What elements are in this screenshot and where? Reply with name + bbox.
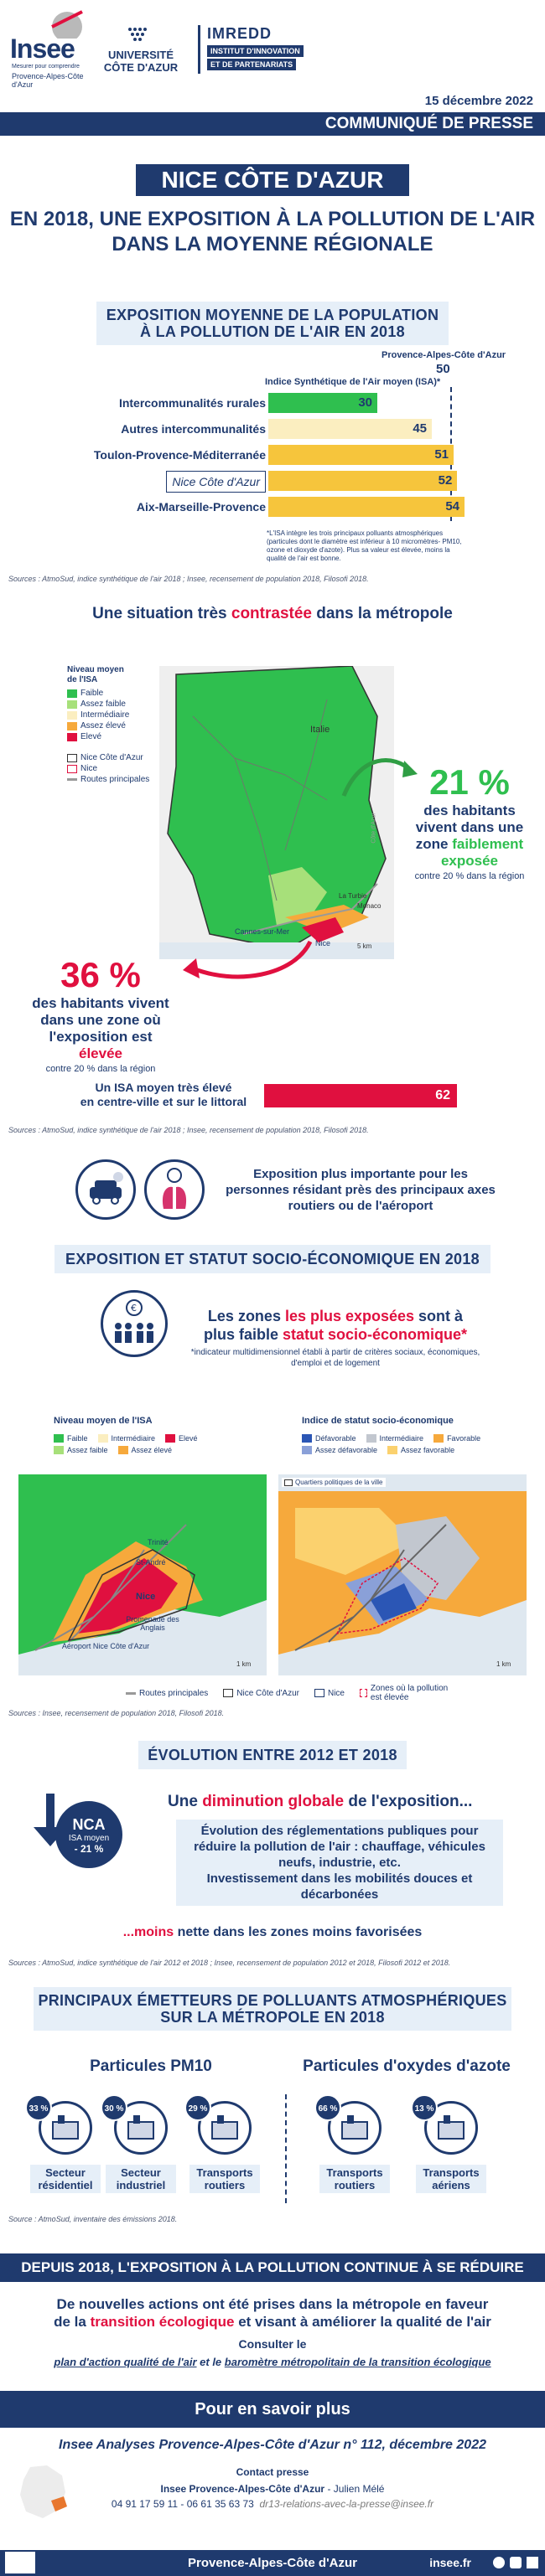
uca-name: UNIVERSITÉ CÔTE D'AZUR (103, 49, 179, 74)
emitter-label (319, 2165, 390, 2193)
legend-item (165, 1434, 198, 1443)
emitter-item (101, 2094, 181, 2203)
isa-center-bar (264, 1084, 457, 1107)
emitter-label-l2: industriel (116, 2179, 166, 2191)
map1-label-trinite: Trinité (148, 1538, 169, 1546)
map-label-cannes: Cannes-sur-Mer (235, 927, 290, 936)
footer-region: Provence-Alpes-Côte d'Azur (188, 2556, 357, 2570)
section2-title-pre: Une situation très (92, 605, 231, 622)
map2-scale: 1 km (496, 1660, 511, 1668)
section3-lead: Les zones les plus exposées sont à plus faible statut socio-économique* *indicateur multidimensionnel établi à partir de critères sociaux, économiques, d'emploi et de logement (190, 1308, 480, 1368)
map2[interactable] (278, 1474, 527, 1675)
map1-legend (54, 1433, 238, 1456)
emitter-label (30, 2165, 101, 2193)
bar-label: Aix-Marseille-Provence (136, 500, 266, 514)
header (0, 0, 545, 108)
section3-title: EXPOSITION ET STATUT SOCIO-ÉCONOMIQUE EN 2018 (54, 1245, 490, 1273)
map1[interactable] (18, 1474, 267, 1675)
bar-row (0, 416, 545, 441)
ref-value: 50 (436, 362, 450, 376)
legend-swatch (54, 1434, 64, 1443)
legend-outline-nice: Nice (67, 764, 159, 773)
stat-left (8, 955, 193, 1074)
section1-title-l2: À LA POLLUTION DE L'AIR EN 2018 (140, 323, 405, 340)
stat-right-l5: contre 20 % dans la région (414, 871, 525, 881)
bar-value: 30 (358, 395, 372, 410)
legend-swatch (67, 711, 77, 720)
section6-banner: DEPUIS 2018, L'EXPOSITION À LA POLLUTION CONTINUE À SE RÉDUIRE (0, 2253, 545, 2282)
uca-logo[interactable] (99, 25, 183, 84)
lungs-icon (147, 1162, 202, 1217)
title-place: NICE CÔTE D'AZUR (136, 164, 409, 196)
legend-swatch (67, 722, 77, 730)
emitter-label (416, 2165, 486, 2193)
footer-pub[interactable]: Insee Analyses Provence-Alpes-Côte d'Azur n° 112, décembre 2022 (59, 2438, 486, 2452)
isa-legend-title: Niveau moyen de l'ISA (67, 665, 124, 684)
section3-source: Sources : Insee, recensement de population 2018, Filosofi 2018. (8, 1709, 225, 1717)
stat-right-value: 21 % (429, 762, 510, 802)
isa-center-label: Un ISA moyen très élevé en centre-ville et sur le littoral (80, 1081, 247, 1108)
map2-shape (278, 1474, 527, 1675)
press-date: 15 décembre 2022 (424, 94, 533, 108)
contact-name: Insee Provence-Alpes-Côte d'Azur - Julien Mélé (160, 2483, 385, 2495)
emitter-label-l2: résidentiel (38, 2179, 93, 2191)
stat-right: 21 % des habitants vivent dans une zone faiblement exposée contre 20 % dans la région (394, 762, 545, 881)
imredd-sub1: INSTITUT D'INNOVATION (207, 45, 304, 57)
legend-item (387, 1446, 454, 1454)
icon-socio (101, 1290, 168, 1357)
icon-traffic (75, 1159, 136, 1220)
emitter-label-l1: Secteur (121, 2166, 161, 2179)
emitter-item (25, 2094, 106, 2203)
legend-label: Assez faible (67, 1446, 108, 1454)
map1-title: Niveau moyen de l'ISA (54, 1416, 153, 1426)
stat-left-l5: contre 20 % dans la région (45, 1064, 156, 1074)
insee-tagline: Mesurer pour comprendre (12, 64, 80, 70)
imredd-name: IMREDD (207, 25, 272, 42)
section1-source: Sources : AtmoSud, indice synthétique de l'air 2018 ; Insee, recensement de population 2018, Filosofi 2018. (8, 575, 369, 583)
legend-item (54, 1446, 108, 1454)
section4-headline: Une diminution globale de l'exposition... (168, 1793, 473, 1810)
section5-title: PRINCIPAUX ÉMETTEURS DE POLLUANTS ATMOSPHÉRIQUES SUR LA MÉTROPOLE EN 2018 (34, 1987, 511, 2031)
stat-right-l2: vivent dans une (415, 819, 524, 835)
legend-label: Intermédiaire (379, 1434, 424, 1443)
section1-title (96, 302, 449, 345)
legend-label: Intermédiaire (80, 710, 130, 720)
section2-title-em: contrastée (231, 605, 312, 622)
emitter-label-l2: routiers (334, 2179, 376, 2191)
car-icon (78, 1162, 133, 1217)
legend-label: Assez favorable (401, 1446, 455, 1454)
section4-body: Évolution des réglementations publiques pour réduire la pollution de l'air : chauffage, véhicules neufs, industrie, etc. Investissement dans les mobilités douces et décarbonées (176, 1820, 503, 1906)
legend-item (67, 732, 159, 741)
bar-value: 51 (434, 447, 449, 462)
insee-logo[interactable] (8, 5, 101, 89)
col1-title: Particules PM10 (90, 2057, 212, 2075)
bar (268, 445, 454, 465)
legend-swatch (387, 1446, 397, 1454)
section4-source: Sources : AtmoSud, indice synthétique de l'air 2012 et 2018 ; Insee, recensement de population 2012 et 2018, Filosofi 2012 et 2018. (8, 1959, 451, 1967)
legend-item (433, 1434, 480, 1443)
legend-swatch (366, 1434, 376, 1443)
section2-source: Sources : AtmoSud, indice synthétique de l'air 2018 ; Insee, recensement de population 2018, Filosofi 2018. (8, 1126, 369, 1134)
bar (268, 471, 457, 491)
map-label-italie: Italie (310, 725, 330, 735)
isa-center-value: 62 (435, 1088, 450, 1102)
nca-badge: NCA ISA moyen - 21 % (55, 1801, 122, 1868)
legend-label: Faible (67, 1434, 88, 1443)
map-label-monaco: Monaco (357, 902, 382, 910)
map2-quartiers-legend: Quartiers politiques de la ville (282, 1478, 386, 1487)
stat-left-l1: des habitants vivent (32, 995, 169, 1011)
stat-left-l2: dans une zone où (40, 1012, 161, 1028)
legend-swatch (118, 1446, 128, 1454)
legend-label: Faible (80, 689, 104, 698)
legend-nca-2: Nice Côte d'Azur (223, 1684, 299, 1702)
nca-map-shape (159, 666, 394, 959)
emitter-pct: 30 % (101, 2094, 127, 2121)
map1-scale: 1 km (236, 1660, 252, 1668)
map1-label-nice: Nice (136, 1592, 156, 1602)
stat-right-l1: des habitants (423, 803, 516, 818)
col2-title: Particules d'oxydes d'azote (303, 2057, 511, 2075)
legend-swatch (165, 1434, 175, 1443)
section6-text: De nouvelles actions ont été prises dans la métropole en faveur de la transition écologique et visant à améliorer la qualité de l'air Consulter le plan d'action qualité de l'air et le baromètre métropolitain de la transition écologique (54, 2296, 491, 2368)
twitter-icon[interactable] (493, 2557, 505, 2568)
legend-item (67, 699, 159, 709)
column-divider (285, 2094, 287, 2203)
emitter-label-l1: Secteur (45, 2166, 86, 2179)
legend-label: Assez élevé (80, 721, 126, 730)
legend-item (302, 1434, 356, 1443)
footer-more-banner: Pour en savoir plus (0, 2391, 545, 2428)
legend-roads: Routes principales (67, 775, 159, 784)
legend-item (118, 1446, 173, 1454)
map-label-turbie: La Turbie (339, 892, 367, 900)
email-icon[interactable] (527, 2557, 538, 2568)
legend-swatch (302, 1446, 312, 1454)
bar-row (0, 390, 545, 416)
emitter-item (411, 2094, 491, 2203)
legend-item (98, 1434, 156, 1443)
stat-left-value: 36 % (60, 955, 141, 994)
emitter-pct: 13 % (411, 2094, 438, 2121)
legend-swatch (67, 700, 77, 709)
isa-legend-items (67, 689, 159, 741)
legend-label: Intermédiaire (111, 1434, 156, 1443)
section5-source: Source : AtmoSud, inventaire des émissions 2018. (8, 2215, 178, 2223)
section1-footnote: *L'ISA intègre les trois principaux polluants atmosphériques (particules dont le diamètre est inférieur à 10 micromètres- PM10, ozone et dioxyde d'azote). Plus sa valeur est élevée, moins la qualité de l'air est bonne. (267, 529, 462, 562)
down-arrow-icon (25, 1789, 75, 1848)
bar-row (0, 442, 545, 467)
section4-moins: ...moins nette dans les zones moins favorisées (122, 1925, 423, 1939)
legend-swatch (54, 1446, 64, 1454)
map-coast-vertical: Côte d'Azur (371, 813, 377, 844)
map-label-nice: Nice (315, 939, 331, 947)
legend-item (366, 1434, 424, 1443)
legend-swatch (67, 733, 77, 741)
contact-phone[interactable]: 04 91 17 59 11 - 06 61 35 63 73 (111, 2498, 254, 2510)
isa-legend (67, 665, 159, 786)
stat-left-l4: élevée (79, 1045, 122, 1061)
legend-label: Assez faible (80, 699, 126, 709)
legend-swatch (302, 1434, 312, 1443)
bar (268, 393, 377, 413)
section2-title-post: dans la métropole (311, 605, 453, 622)
legend-item (54, 1434, 88, 1443)
imredd-sub2: ET DE PARTENARIATS (207, 59, 296, 70)
emitter-label-l1: Transports (423, 2166, 480, 2179)
bar-label: Intercommunalités rurales (118, 396, 266, 410)
bar (268, 497, 465, 517)
bar-row (0, 494, 545, 519)
legend-label: Elevé (80, 732, 102, 741)
map-bottom-legend (126, 1682, 495, 1704)
emitter-label (189, 2165, 260, 2193)
svg-text:€: € (131, 1303, 137, 1314)
exposure-note: Exposition plus importante pour les personnes résidant près des principaux axes routiers ou de l'aéroport (226, 1167, 496, 1213)
legend-item (67, 721, 159, 730)
contact-title: Contact presse (236, 2466, 309, 2478)
map-scale: 5 km (357, 942, 372, 950)
bar-label: Toulon-Provence-Méditerranée (93, 448, 266, 462)
section1-title-l1: EXPOSITION MOYENNE DE LA POPULATION (106, 307, 439, 323)
people-money-icon (103, 1293, 165, 1355)
icon-lungs (144, 1159, 205, 1220)
title-line1: EN 2018, UNE EXPOSITION À LA POLLUTION DE L'AIR (9, 208, 536, 230)
footer-site[interactable]: insee.fr (429, 2556, 471, 2569)
nca-map[interactable] (159, 666, 394, 959)
legend-swatch (433, 1434, 444, 1443)
bar-value: 52 (438, 473, 453, 488)
emitter-label-l1: Transports (196, 2166, 253, 2179)
emitter-pct: 66 % (314, 2094, 341, 2121)
emitter-item (184, 2094, 265, 2203)
youtube-icon[interactable] (510, 2557, 522, 2568)
imredd-logo[interactable] (198, 25, 345, 74)
map2-legend (302, 1433, 511, 1456)
legend-label: Elevé (179, 1434, 198, 1443)
legend-swatch (67, 689, 77, 698)
section2-title (0, 605, 545, 623)
stat-left-l3: l'exposition est (49, 1029, 153, 1045)
legend-roads-2: Routes principales (126, 1684, 208, 1702)
emitter-item (314, 2094, 395, 2203)
map1-label-promenade: Promenade des Anglais (126, 1615, 179, 1632)
bar-value: 45 (413, 421, 427, 436)
legend-pollution-2: Zones où la pollution est élevée (360, 1684, 452, 1702)
link-plan-action[interactable]: plan d'action qualité de l'air (54, 2356, 197, 2368)
emitter-label-l2: routiers (204, 2179, 246, 2191)
section4-title: ÉVOLUTION ENTRE 2012 ET 2018 (138, 1741, 407, 1769)
title-line2: DANS LA MOYENNE RÉGIONALE (112, 233, 433, 256)
map1-label-standre: St-André (136, 1558, 166, 1567)
legend-nice-2: Nice (314, 1684, 345, 1702)
legend-item (67, 710, 159, 720)
bar-label: Autres intercommunalités (121, 422, 266, 436)
map2-title: Indice de statut socio-économique (302, 1416, 454, 1426)
legend-label: Favorable (447, 1434, 481, 1443)
bar (268, 419, 432, 439)
legend-label: Assez élevé (131, 1446, 173, 1454)
bar-label: Nice Côte d'Azur (166, 471, 266, 493)
bar-chart (0, 390, 545, 524)
social-icons (493, 2557, 538, 2568)
insee-logo-text: Insee (10, 34, 75, 64)
emitter-label-l2: aériens (432, 2179, 470, 2191)
link-barometre[interactable]: baromètre métropolitain de la transition écologique (224, 2356, 491, 2368)
contact-line (0, 2498, 545, 2510)
stat-right-l4: exposée (440, 853, 499, 869)
legend-label: Assez défavorable (315, 1446, 378, 1454)
emitter-pct: 33 % (25, 2094, 52, 2121)
footer-bottom-bar (0, 2550, 545, 2576)
contact-email[interactable]: dr13-relations-avec-la-presse@insee.fr (259, 2498, 434, 2510)
arrow-left-icon (176, 935, 319, 994)
emitter-label (106, 2165, 176, 2193)
legend-item (302, 1446, 377, 1454)
legend-swatch (98, 1434, 108, 1443)
press-banner: COMMUNIQUÉ DE PRESSE (0, 112, 545, 136)
map1-label-airport: Aéroport Nice Côte d'Azur (61, 1642, 150, 1650)
ref-label: Provence-Alpes-Côte d'Azur (382, 350, 506, 360)
legend-label: Défavorable (315, 1434, 356, 1443)
legend-outline-nca: Nice Côte d'Azur (67, 753, 159, 762)
bar-row (0, 468, 545, 493)
bar-value: 54 (445, 499, 459, 514)
axis-label: Indice Synthétique de l'Air moyen (ISA)* (265, 377, 441, 387)
emitter-label-l1: Transports (326, 2166, 383, 2179)
legend-item (67, 689, 159, 698)
insee-region: Provence-Alpes-Côte d'Azur (12, 72, 84, 89)
emitter-pct: 29 % (184, 2094, 211, 2121)
uca-logo-mark-icon (126, 25, 151, 45)
